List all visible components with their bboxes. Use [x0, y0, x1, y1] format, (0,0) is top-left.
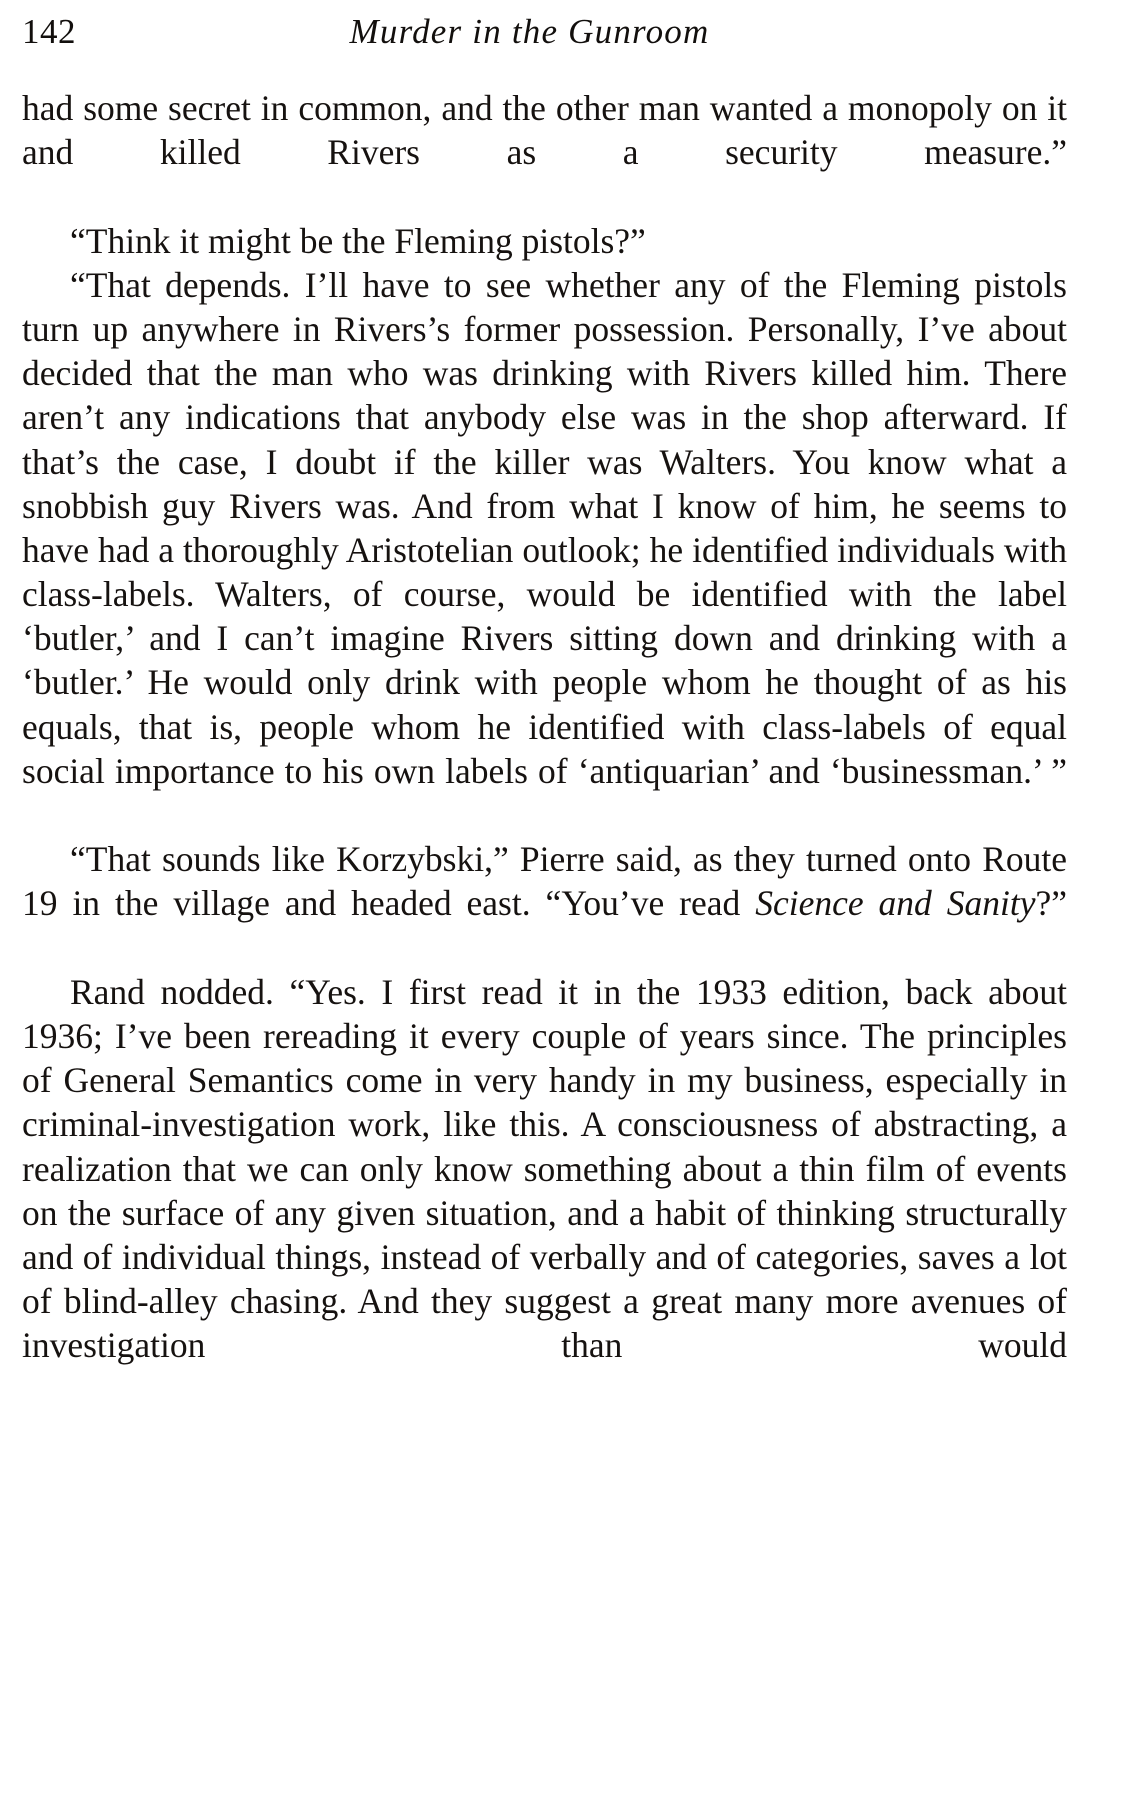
paragraph-continuation: had some secret in common, and the other man wanted a monopoly on it and killed Rivers as a security measure.”: [22, 88, 1067, 173]
book-title-mention: Science and Sanity: [755, 883, 1036, 924]
paragraph-dialogue-2: “That depends. I’ll have to see whether any of the Fleming pistols turn up anywhere in Rivers’s former possession. Personally, I’ve about decided that the man who was drinking with Rivers killed him. There aren’t any indications that anybody else was in the shop afterward. If that’s the case, I doubt if the killer was Walters. You know what a snobbish guy Rivers was. And from what I know of him, he seems to have had a thoroughly Aristotelian outlook; he identified individuals with class-labels. Walters, of course, would be identified with the label ‘butler,’ and I can’t imagine Rivers sitting down and drinking with a ‘butler.’ He would only drink with people whom he thought of as his equals, that is, people whom he identified with class-labels of equal social importance to his own labels of ‘antiquarian’ and ‘businessman.’ ”: [22, 264, 1067, 791]
paragraph-dialogue-3: [22, 837, 1067, 970]
page-number: 142: [22, 12, 76, 51]
book-title: Murder in the Gunroom: [349, 12, 710, 51]
paragraph-dialogue-4: Rand nodded. “Yes. I first read it in the 1933 edition, back about 1936; I’ve been rereading it every couple of years since. The principles of General Semantics come in very handy in my business, especially in criminal-investigation work, like this. A consciousness of abstracting, a realization that we can only know something about a thin film of events on the surface of any given situation, and a habit of thinking structurally and of individual things, instead of verbally and of categories, saves a lot of blind-alley chasing. And they suggest a great many more avenues of investigation than would: [22, 971, 1067, 1366]
paragraph-dialogue-1: “Think it might be the Fleming pistols?”: [70, 220, 646, 261]
text-segment-before-title: “That sounds like Korzybski,” Pierre said, as they turned onto Route 19 in the village and headed east. “You’ve read: [22, 839, 1067, 924]
text-segment-after-title: ?”: [1035, 883, 1068, 924]
running-head: [22, 14, 1067, 68]
page-body: [22, 86, 1067, 1412]
